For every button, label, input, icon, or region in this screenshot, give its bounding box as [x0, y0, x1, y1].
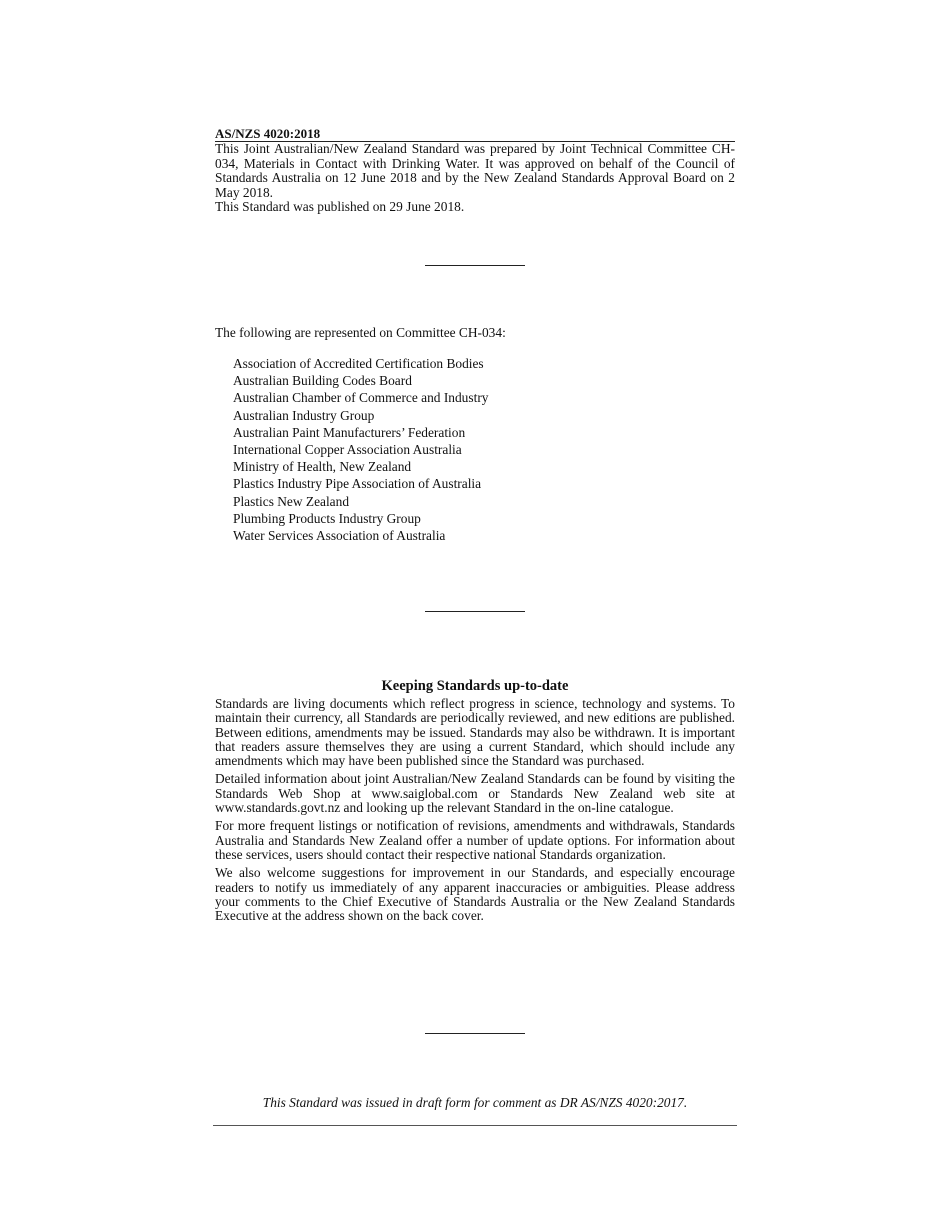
section-divider	[425, 1033, 525, 1034]
committee-member: Australian Building Codes Board	[233, 373, 412, 389]
committee-intro: The following are represented on Committee CH-034:	[215, 325, 506, 340]
committee-member-list	[233, 355, 488, 544]
committee-member: Plastics Industry Pipe Association of Australia	[233, 476, 482, 492]
body-paragraph: For more frequent listings or notification of revisions, amendments and withdrawals, Standards Australia and Standards New Zealand offer a number of update options. For information about these services, users should contact their respective national Standards organization.	[215, 818, 735, 862]
committee-member: Australian Industry Group	[233, 407, 375, 423]
committee-member: International Copper Association Australia	[233, 442, 462, 458]
keeping-up-to-date-heading: Keeping Standards up-to-date	[381, 678, 569, 694]
committee-member: Australian Chamber of Commerce and Industry	[233, 390, 489, 406]
committee-member: Plumbing Products Industry Group	[233, 510, 421, 526]
standard-code: AS/NZS 4020:2018	[215, 126, 321, 141]
body-paragraph: Standards are living documents which reflect progress in science, technology and systems. To maintain their currency, all Standards are periodically reviewed, and new editions are published. Between editions, amendments may be issued. Standards may also be withdrawn. It is important that readers assure themselves they are using a current Standard, which should include any amendments which may have been published since the Standard was purchased.	[215, 696, 735, 769]
footer-rule	[213, 1125, 737, 1126]
committee-member: Ministry of Health, New Zealand	[233, 459, 412, 475]
committee-member: Water Services Association of Australia	[233, 528, 446, 544]
committee-member: Plastics New Zealand	[233, 493, 350, 509]
draft-note: This Standard was issued in draft form for comment as DR AS/NZS 4020:2017.	[262, 1095, 688, 1110]
body-paragraph: Detailed information about joint Australian/New Zealand Standards can be found by visiting the Standards Web Shop at www.saiglobal.com or Standards New Zealand web site at www.standards.govt.nz and looking up the relevant Standard in the on-line catalogue.	[215, 771, 735, 816]
preparation-paragraph: This Joint Australian/New Zealand Standard was prepared by Joint Technical Committee CH-034, Materials in Contact with Drinking Water. It was approved on behalf of the Council of Standards Australia on 12 June 2018 and by the New Zealand Standards Approval Board on 2 May 2018.	[215, 141, 735, 200]
body-paragraph: We also welcome suggestions for improvement in our Standards, and especially encourage readers to notify us immediately of any apparent inaccuracies or ambiguities. Please address your comments to the Chief Executive of Standards Australia or the New Zealand Standards Executive at the address shown on the back cover.	[215, 865, 735, 924]
keeping-up-to-date-body	[215, 697, 735, 927]
committee-member: Australian Paint Manufacturers’ Federation	[233, 424, 466, 440]
section-divider	[425, 611, 525, 612]
preparation-block	[215, 142, 735, 215]
publication-date: This Standard was published on 29 June 2018.	[215, 199, 465, 215]
committee-member: Association of Accredited Certification Bodies	[233, 356, 484, 371]
section-divider	[425, 265, 525, 266]
